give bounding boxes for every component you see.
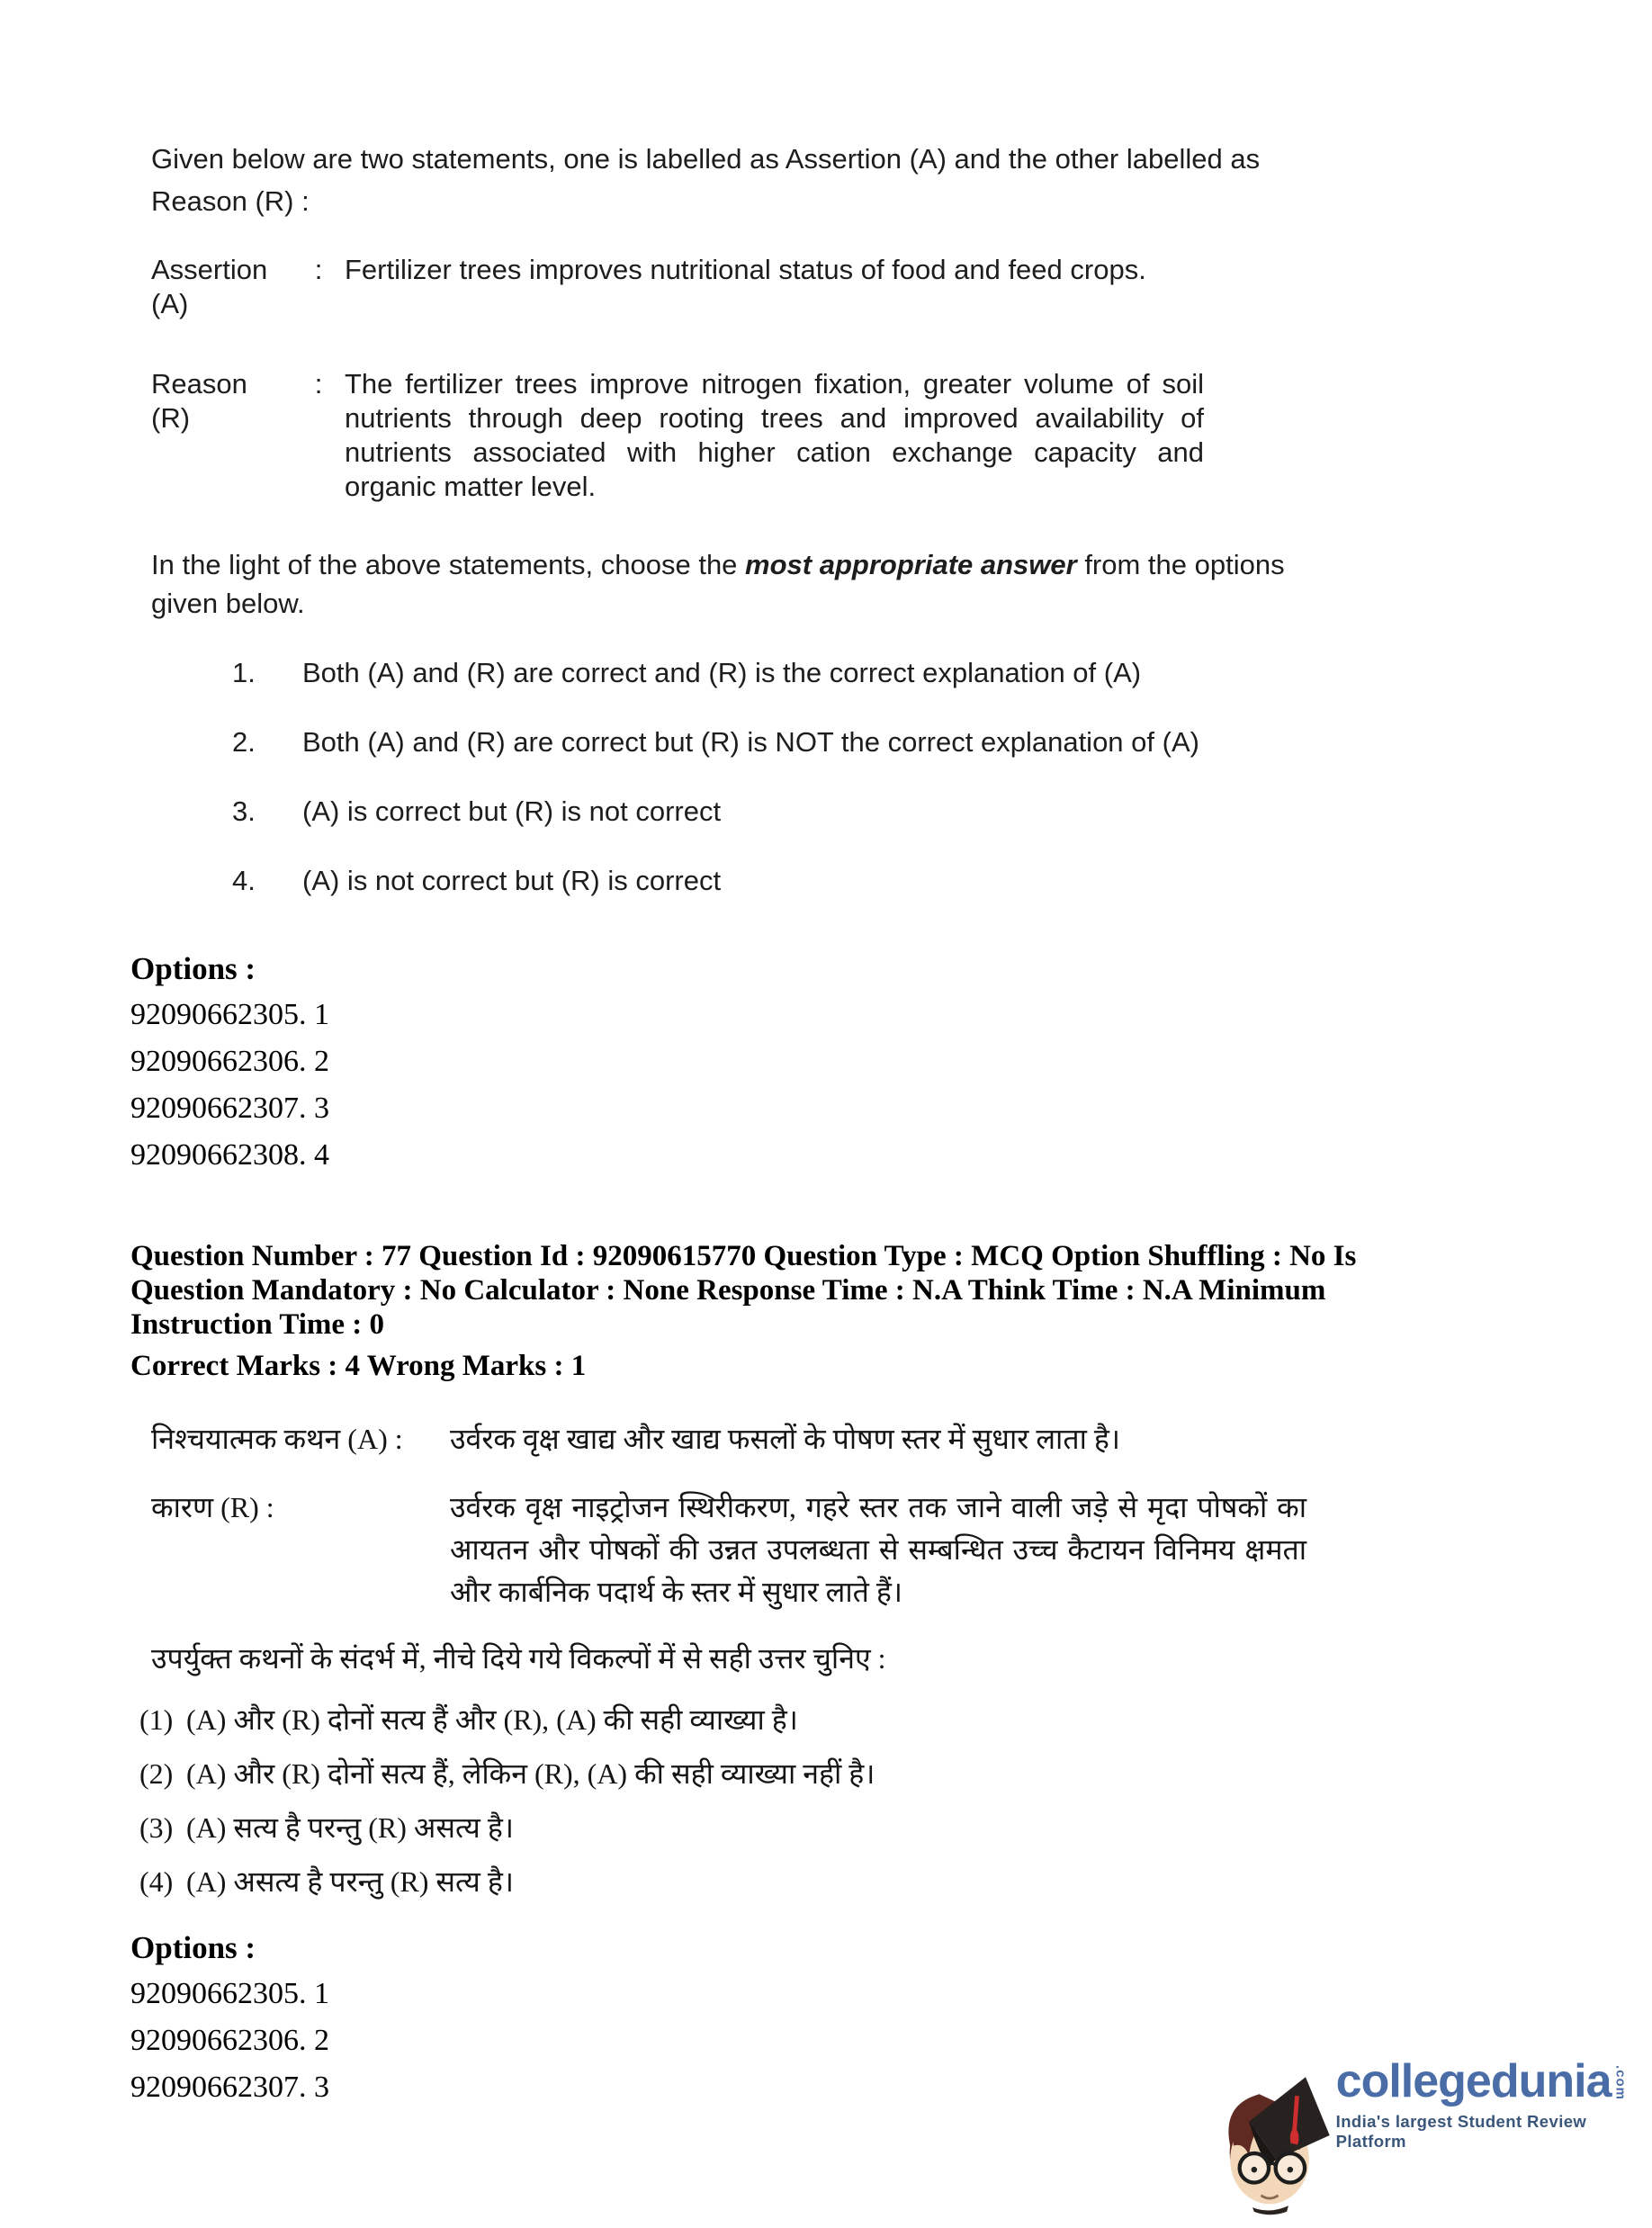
question-intro: Given below are two statements, one is labelled as Assertion (A) and the other labelled as Reason (R) :: [151, 143, 1261, 217]
brand-tagline: India's largest Student Review Platform: [1335, 2112, 1587, 2151]
metadata-line: Question Number : 77 Question Id : 92090615770 Question Type : MCQ Option Shuffling : No Is: [130, 1240, 1357, 1272]
hindi-reason-label: कारण (R) :: [151, 1491, 274, 1523]
assertion-row: [151, 253, 1204, 321]
collegedunia-mascot-icon: [1215, 2056, 1331, 2216]
options-id-list: [130, 992, 329, 1179]
instruction-emphasis: most appropriate answer: [745, 549, 1077, 580]
instruction-prefix: In the light of the above statements, choose the: [151, 549, 746, 580]
assertion-text: Fertilizer trees improves nutritional status of food and feed crops.: [345, 254, 1146, 285]
choice-number: (2): [139, 1757, 174, 1790]
hindi-assertion-row: [151, 1418, 1306, 1460]
choice-text: (A) सत्य है परन्तु (R) असत्य है।: [186, 1811, 514, 1844]
instruction-paragraph: [151, 545, 1321, 623]
choice-row: [232, 725, 1279, 759]
choice-number: 3.: [232, 795, 256, 827]
brand-row: [1336, 2056, 1647, 2107]
choice-number: 1.: [232, 657, 256, 688]
question-metadata: [130, 1239, 1521, 1383]
hindi-assertion-label: निश्चयात्मक कथन (A) :: [151, 1423, 403, 1455]
choice-row: [139, 1807, 1131, 1848]
choice-text: (A) और (R) दोनों सत्य हैं, लेकिन (R), (A) की सही व्याख्या नहीं है।: [186, 1757, 875, 1790]
option-id: 92090662305. 1: [130, 998, 329, 1031]
reason-row: [151, 367, 1204, 504]
choice-row: [139, 1861, 1131, 1902]
choice-number: 2.: [232, 726, 256, 758]
choice-row: [139, 1699, 1131, 1740]
option-id: 92090662305. 1: [130, 1977, 329, 2010]
choice-text: (A) is not correct but (R) is correct: [302, 865, 722, 896]
option-id: 92090662307. 3: [130, 1092, 329, 1125]
choice-row: [232, 795, 1279, 829]
options-heading: Options :: [130, 1930, 256, 1965]
choice-text: (A) और (R) दोनों सत्य हैं और (R), (A) की सही व्याख्या है।: [186, 1703, 798, 1736]
assertion-label: Assertion (A): [151, 254, 268, 319]
reason-text: The fertilizer trees improve nitrogen fixation, greater volume of soil nutrients through deep rooting trees and improved availability of nutrients associated with higher cation exchange capacity and organic matter level.: [345, 368, 1204, 502]
reason-colon: :: [314, 368, 323, 400]
options-id-list: [130, 1971, 329, 2111]
english-choice-list: [232, 656, 1279, 933]
brand-tld: .com: [1612, 2065, 1629, 2101]
option-id: 92090662306. 2: [130, 1045, 329, 1078]
option-id: 92090662308. 4: [130, 1138, 329, 1172]
choice-number: 4.: [232, 865, 256, 896]
metadata-line: Instruction Time : 0: [130, 1308, 385, 1341]
choice-text: Both (A) and (R) are correct and (R) is the correct explanation of (A): [302, 657, 1142, 688]
choice-number: (4): [139, 1865, 174, 1898]
choice-text: Both (A) and (R) are correct but (R) is NOT the correct explanation of (A): [302, 726, 1199, 758]
choice-text: (A) असत्य है परन्तु (R) सत्य है।: [186, 1865, 514, 1898]
hindi-reason-text: उर्वरक वृक्ष नाइट्रोजन स्थिरीकरण, गहरे स्तर तक जाने वाली जड़े से मृदा पोषकों का आयतन और पोषकों की उन्नत उपलब्धता से सम्बन्धित उच्च कैटायन विनिमय क्षमता और कार्बनिक पदार्थ के स्तर में सुधार लाते हैं।: [450, 1491, 1306, 1608]
hindi-assertion-text: उर्वरक वृक्ष खाद्य और खाद्य फसलों के पोषण स्तर में सुधार लाता है।: [450, 1423, 1120, 1455]
instruction-suffix: from the options given below.: [151, 549, 1285, 619]
choice-number: (3): [139, 1811, 174, 1844]
collegedunia-logo: [1215, 2056, 1647, 2216]
hindi-instruction: उपर्युक्त कथनों के संदर्भ में, नीचे दिये गये विकल्पों में से सही उत्तर चुनिए :: [151, 1642, 886, 1675]
option-id: 92090662307. 3: [130, 2071, 329, 2104]
choice-row: [232, 656, 1279, 690]
marks-line: Correct Marks : 4 Wrong Marks : 1: [130, 1350, 587, 1382]
choice-row: [139, 1753, 1131, 1794]
reason-label: Reason (R): [151, 368, 247, 434]
choice-number: (1): [139, 1703, 174, 1736]
option-id: 92090662306. 2: [130, 2024, 329, 2057]
logo-text-block: [1336, 2056, 1647, 2152]
assertion-colon: :: [314, 254, 323, 285]
hindi-reason-row: [151, 1487, 1306, 1613]
options-heading: Options :: [130, 951, 256, 986]
choice-row: [232, 864, 1279, 898]
brand-wordmark: collegedunia: [1335, 2055, 1612, 2107]
choice-text: (A) is correct but (R) is not correct: [302, 795, 722, 827]
metadata-line: Question Mandatory : No Calculator : None Response Time : N.A Think Time : N.A Minimum: [130, 1274, 1326, 1307]
hindi-choice-list: [139, 1699, 1131, 1915]
